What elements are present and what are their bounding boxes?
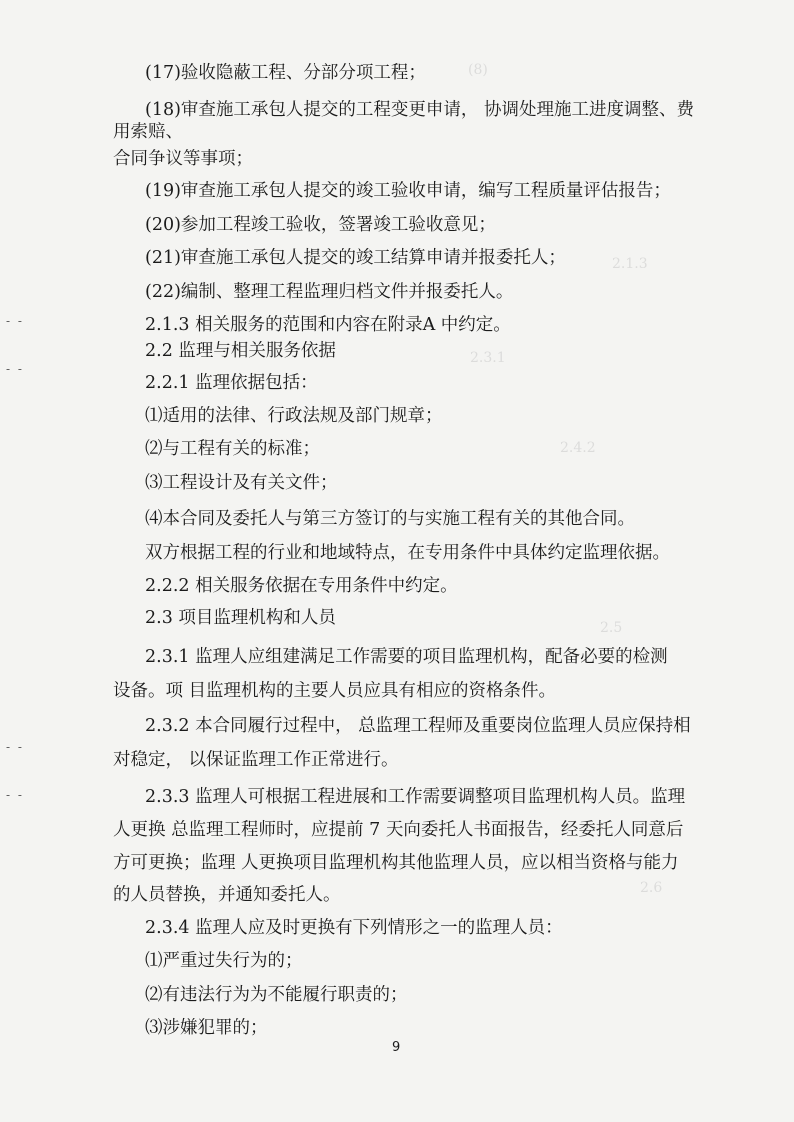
- text-line-7: (21)审查施工承包人提交的竣工结算申请并报委托人；: [145, 248, 566, 268]
- margin-mark: - -: [6, 788, 24, 802]
- text-line-16: 双方根据工程的行业和地域特点，在专用条件中具体约定监理依据。: [145, 543, 670, 563]
- text-line-14: ⑶工程设计及有关文件；: [145, 473, 338, 493]
- text-line-26: 的人员替换，并通知委托人。: [113, 885, 341, 905]
- text-line-5: (19)审查施工承包人提交的竣工验收申请，编写工程质量评估报告；: [145, 181, 671, 201]
- margin-mark: - -: [6, 740, 24, 754]
- text-line-1: (17)验收隐蔽工程、分部分项工程；: [145, 63, 426, 83]
- bleed-through-text: 2.3.1: [470, 350, 506, 366]
- text-line-6: (20)参加工程竣工验收，签署竣工验收意见；: [145, 215, 496, 235]
- margin-mark: - -: [6, 314, 24, 328]
- text-line-17: 2.2.2 相关服务依据在专用条件中约定。: [145, 576, 458, 596]
- text-line-12: ⑴适用的法律、行政法规及部门规章；: [145, 406, 443, 426]
- text-line-15: ⑷本合同及委托人与第三方签订的与实施工程有关的其他合同。: [145, 509, 635, 529]
- text-line-4: 合同争议等事项；: [113, 149, 253, 169]
- text-line-23: 2.3.3 监理人可根据工程进展和工作需要调整项目监理机构人员。监理: [145, 787, 686, 807]
- bleed-through-text: 2.4.2: [560, 440, 596, 456]
- text-line-13: ⑵与工程有关的标准；: [145, 439, 320, 459]
- bleed-through-text: 2.5: [600, 620, 623, 636]
- text-line-8: (22)编制、整理工程监理归档文件并报委托人。: [145, 282, 514, 302]
- text-line-9: 2.1.3 相关服务的范围和内容在附录A 中约定。: [145, 315, 511, 335]
- text-line-20: 设备。项 目监理机构的主要人员应具有相应的资格条件。: [113, 681, 557, 701]
- bleed-through-text: 2.6: [640, 880, 663, 896]
- text-line-29: ⑵有违法行为为不能履行职责的；: [145, 985, 408, 1005]
- text-line-28: ⑴严重过失行为的；: [145, 951, 303, 971]
- text-line-22: 对稳定， 以保证监理工作正常进行。: [113, 750, 399, 770]
- section-heading-2-2: 2.2 监理与相关服务依据: [145, 341, 336, 361]
- text-line-2: (18)审查施工承包人提交的工程变更申请， 协调处理施工进度调整、费: [145, 100, 694, 120]
- text-line-19: 2.3.1 监理人应组建满足工作需要的项目监理机构，配备必要的检测: [145, 647, 668, 667]
- text-line-25: 方可更换；监理 人更换项目监理机构其他监理人员，应以相当资格与能力: [113, 853, 679, 873]
- margin-mark: - -: [6, 362, 24, 376]
- page-number: 9: [392, 1040, 401, 1055]
- text-line-11: 2.2.1 监理依据包括：: [145, 373, 318, 393]
- text-line-21: 2.3.2 本合同履行过程中， 总监理工程师及重要岗位监理人员应保持相: [145, 716, 691, 736]
- text-line-30: ⑶涉嫌犯罪的；: [145, 1018, 268, 1038]
- text-line-27: 2.3.4 监理人应及时更换有下列情形之一的监理人员：: [145, 918, 563, 938]
- text-line-3: 用索赔、: [113, 122, 183, 142]
- bleed-through-text: (8): [468, 62, 488, 78]
- section-heading-2-3: 2.3 项目监理机构和人员: [145, 608, 336, 628]
- bleed-through-text: 2.1.3: [612, 256, 648, 272]
- text-line-24: 人更换 总监理工程师时，应提前 7 天向委托人书面报告，经委托人同意后: [113, 820, 684, 840]
